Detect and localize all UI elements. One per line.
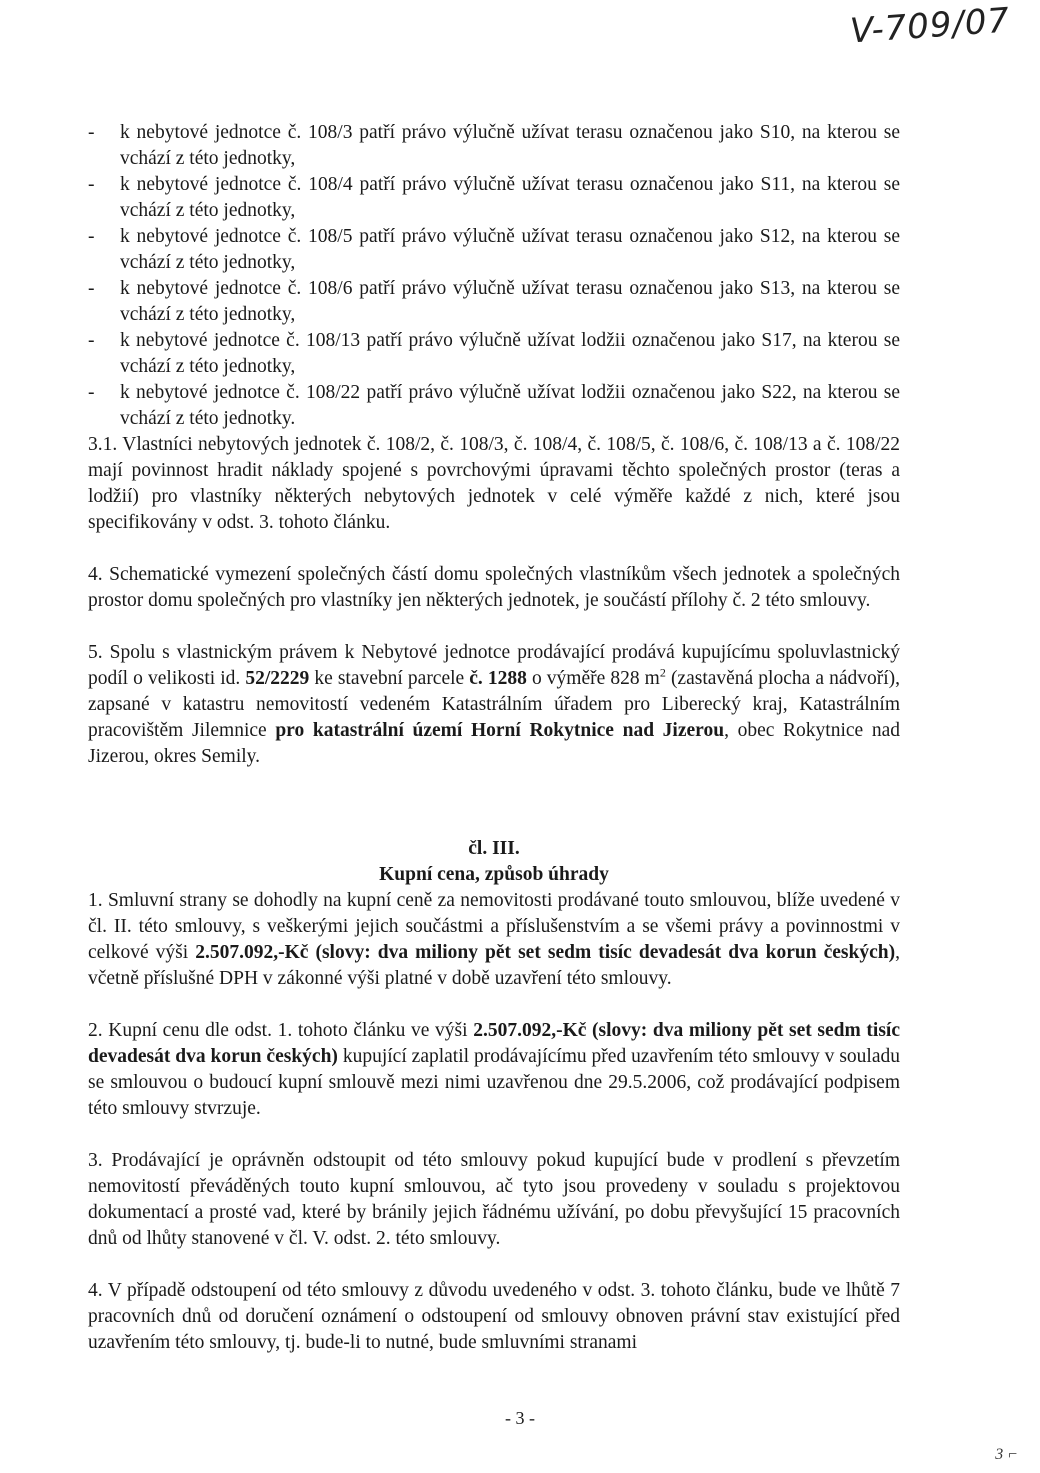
unit-rights-list <box>88 120 900 432</box>
list-dash: - <box>88 174 95 195</box>
document-body <box>88 120 900 1356</box>
list-item-text: k nebytové jednotce č. 108/5 patří právo výlučně užívat terasu označenou jako S12, na kterou se vchází z této jednotky, <box>120 226 900 273</box>
article-number: čl. III. <box>468 838 520 859</box>
paragraph-3-1: 3.1. Vlastníci nebytových jednotek č. 108/2, č. 108/3, č. 108/4, č. 108/5, č. 108/6, č. 108/13 a č. 108/22 mají povinnost hradit náklady spojené s povrchovými úpravami těchto společných prostor (teras a lodžií) pro vlastníky některých nebytových jednotek v celé výměře každé z nich, které jsou specifikovány v odst. 3. tohoto článku. <box>88 434 900 533</box>
list-item-text: k nebytové jednotce č. 108/3 patří právo výlučně užívat terasu označenou jako S10, na kterou se vchází z této jednotky, <box>120 122 900 169</box>
handwritten-reference-note: V-709/07 <box>848 0 1012 52</box>
article-paragraph-2: 2. Kupní cenu dle odst. 1. tohoto článku ve výši 2.507.092,-Kč (slovy: dva miliony pět set sedm tisíc devadesát dva korun českých) kupující zaplatil prodávajícímu před uzavřením této smlouvy v souladu se smlouvou o budoucí kupní smlouvě mezi nimi uzavřenou dne 29.5.2006, což prodávající podpisem této smlouvy stvrzuje. <box>88 1020 900 1119</box>
purchase-price: 2.507.092,-Kč (slovy: dva miliony pět set sedm tisíc devadesát dva korun českých) <box>195 942 896 963</box>
list-item-text: k nebytové jednotce č. 108/13 patří právo výlučně užívat lodžii označenou jako S17, na kterou se vchází z této jednotky, <box>120 330 900 377</box>
ownership-share: 52/2229 <box>245 668 310 689</box>
list-item-text: k nebytové jednotce č. 108/6 patří právo výlučně užívat terasu označenou jako S13, na kterou se vchází z této jednotky, <box>120 278 900 325</box>
list-item <box>88 224 900 276</box>
list-dash: - <box>88 278 95 299</box>
list-dash: - <box>88 330 95 351</box>
list-dash: - <box>88 382 95 403</box>
purchase-price: 2.507.092,-Kč (slovy: dva miliony pět set sedm tisíc devadesát dva korun českých) <box>88 1020 900 1067</box>
list-item-text: k nebytové jednotce č. 108/4 patří právo výlučně užívat terasu označenou jako S11, na kterou se vchází z této jednotky, <box>120 174 900 221</box>
article-paragraph-3: 3. Prodávající je oprávněn odstoupit od této smlouvy pokud kupující bude v prodlení s převzetím nemovitostí převáděných touto kupní smlouvou, ač tyto jsou provedeny v souladu s projektovou dokumentací a prosté vad, které by bránily jejich řádnému užívání, po dobu převyšující 15 pracovních dnů od lhůty stanovené v čl. V. odst. 2. této smlouvy. <box>88 1150 900 1249</box>
list-item <box>88 172 900 224</box>
paragraph-5: 5. Spolu s vlastnickým právem k Nebytové jednotce prodávající prodává kupujícímu spoluvlastnický podíl o velikosti id. 52/2229 ke stavební parcele č. 1288 o výměře 828 $m^2$ (zastavěná plocha a nádvoří), zapsané v katastru nemovitostí vedeném Katastrálním úřadem pro Liberecký kraj, Katastrálním pracovištěm Jilemnice pro katastrální území Horní Rokytnice nad Jizerou, obec Rokytnice nad Jizerou, okres Semily. <box>88 642 901 767</box>
article-title: Kupní cena, způsob úhrady <box>379 864 609 885</box>
list-item-text: k nebytové jednotce č. 108/22 patří právo výlučně užívat lodžii označenou jako S22, na kterou se vchází z této jednotky. <box>120 382 900 429</box>
list-item <box>88 380 900 432</box>
list-item <box>88 328 900 380</box>
paragraph-4: 4. Schematické vymezení společných částí domu společných vlastníkům všech jednotek a společných prostor domu společných pro vlastníky jen některých jednotek, je součástí přílohy č. 2 této smlouvy. <box>88 564 900 611</box>
list-item <box>88 276 900 328</box>
article-paragraph-4: 4. V případě odstoupení od této smlouvy z důvodu uvedeného v odst. 3. tohoto článku, bude ve lhůtě 7 pracovních dnů od doručení oznámení o odstoupení od smlouvy obnoven právní stav existující před uzavřením této smlouvy, tj. bude-li to nutné, bude smluvními stranami <box>88 1280 900 1353</box>
parcel-number: č. 1288 <box>469 668 527 689</box>
superscript: 2 <box>659 665 666 680</box>
page-number: - 3 - <box>505 1408 535 1428</box>
list-dash: - <box>88 226 95 247</box>
list-dash: - <box>88 122 95 143</box>
cadastral-area: pro katastrální území Horní Rokytnice nad Jizerou <box>275 720 725 741</box>
article-paragraph-1: 1. Smluvní strany se dohodly na kupní ceně za nemovitosti prodávané touto smlouvou, blíže uvedené v čl. II. této smlouvy, s veškerými jejich součástmi a příslušenstvím a se všemi právy a povinnostmi v celkové výši 2.507.092,-Kč (slovy: dva miliony pět set sedm tisíc devadesát dva korun českých), včetně příslušné DPH v zákonné výši platné v době uzavření této smlouvy. <box>88 890 900 989</box>
corner-mark: 3 ⌐ <box>995 1446 1018 1463</box>
list-item <box>88 120 900 172</box>
